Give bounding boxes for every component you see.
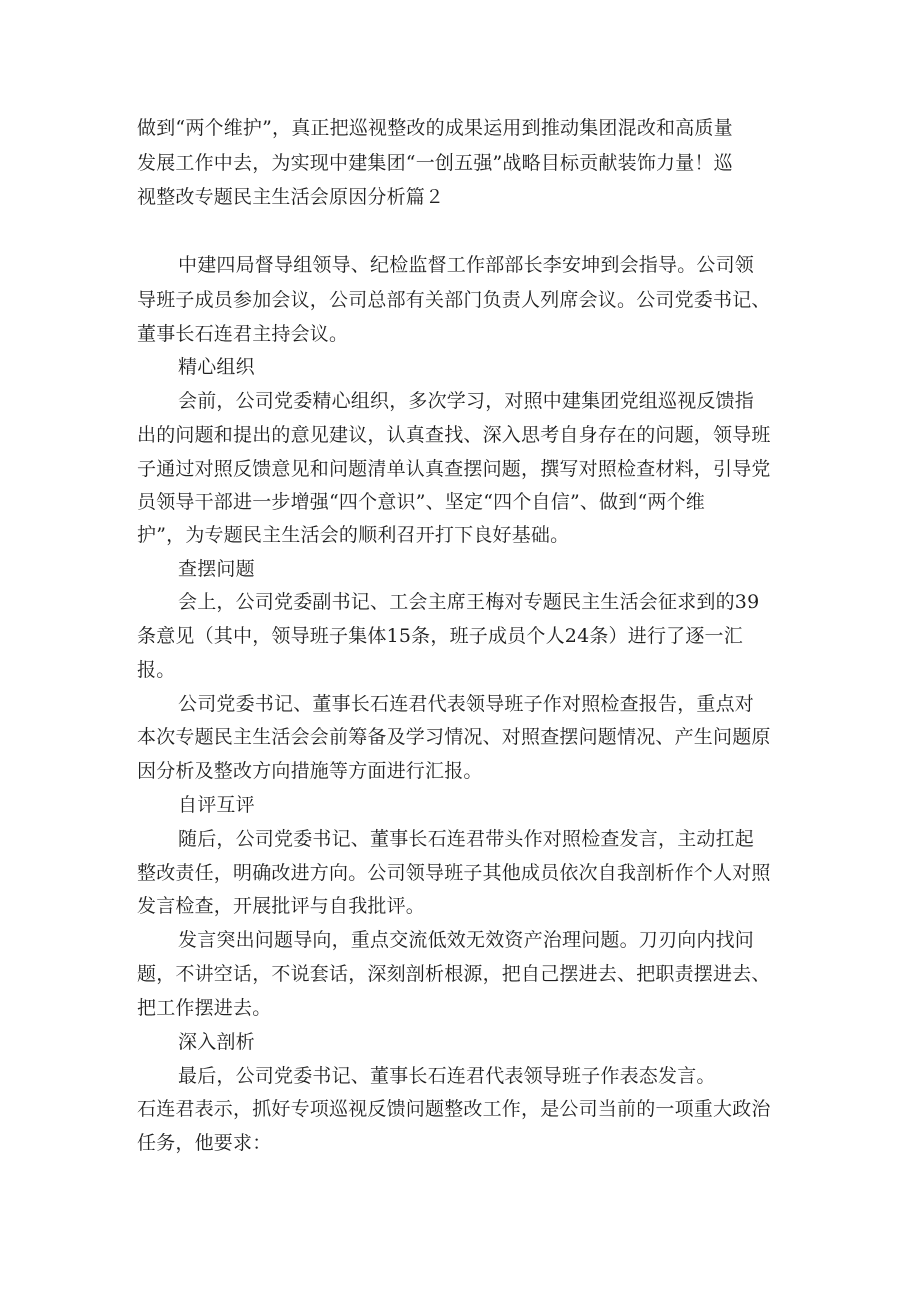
paragraph-line: 子通过对照反馈意见和问题清单认真查摆问题，撰写对照检查材料，引导党 xyxy=(137,458,771,480)
paragraph-line: 因分析及整改方向措施等方面进行汇报。 xyxy=(137,760,483,782)
paragraph-line: 任务，他要求： xyxy=(137,1132,272,1154)
paragraph-line: 导班子成员参加会议，公司总部有关部门负责人列席会议。公司党委书记、 xyxy=(137,289,771,311)
intro-line: 做到“两个维护”，真正把巡视整改的成果运用到推动集团混改和高质量 xyxy=(137,117,733,139)
section-heading-4: 深入剖析 xyxy=(178,1031,255,1053)
paragraph-line: 把工作摆进去。 xyxy=(137,997,272,1019)
paragraph-line: 出的问题和提出的意见建议，认真查找、深入思考自身存在的问题，领导班 xyxy=(137,424,771,446)
section-heading-3: 自评互评 xyxy=(178,794,255,816)
paragraph-line: 中建四局督导组领导、纪检监督工作部部长李安坤到会指导。公司领 xyxy=(178,254,755,276)
section-heading-2: 查摆问题 xyxy=(178,558,255,580)
paragraph-line: 护”，为专题民主生活会的顺利召开打下良好基础。 xyxy=(137,524,570,546)
intro-line: 发展工作中去，为实现中建集团“一创五强”战略目标贡献装饰力量！巡 xyxy=(137,152,733,174)
paragraph-line: 发言检查，开展批评与自我批评。 xyxy=(137,895,426,917)
paragraph-line: 董事长石连君主持会议。 xyxy=(137,323,349,345)
paragraph-line: 发言突出问题导向，重点交流低效无效资产治理问题。刀刃向内找问 xyxy=(178,929,755,951)
paragraph-line: 报。 xyxy=(137,659,176,681)
paragraph-line: 本次专题民主生活会会前筹备及学习情况、对照查摆问题情况、产生问题原 xyxy=(137,726,771,748)
paragraph-line: 随后，公司党委书记、董事长石连君带头作对照检查发言，主动扛起 xyxy=(178,828,755,850)
paragraph-line: 题，不讲空话，不说套话，深刻剖析根源，把自己摆进去、把职责摆进去、 xyxy=(137,963,771,985)
paragraph-line: 最后，公司党委书记、董事长石连君代表领导班子作表态发言。 xyxy=(178,1065,716,1087)
paragraph-line: 条意见（其中，领导班子集体15条，班子成员个人24条）进行了逐一汇 xyxy=(137,625,743,647)
paragraph-line: 员领导干部进一步增强“四个意识”、坚定“四个自信”、做到“两个维 xyxy=(137,491,705,513)
paragraph-line: 石连君表示，抓好专项巡视反馈问题整改工作，是公司当前的一项重大政治 xyxy=(137,1098,771,1120)
section-heading-1: 精心组织 xyxy=(178,356,255,378)
intro-line: 视整改专题民主生活会原因分析篇２ xyxy=(137,186,445,208)
paragraph-line: 会上，公司党委副书记、工会主席王梅对专题民主生活会征求到的39 xyxy=(178,591,760,613)
paragraph-line: 会前，公司党委精心组织，多次学习，对照中建集团党组巡视反馈指 xyxy=(178,390,755,412)
paragraph-line: 整改责任，明确改进方向。公司领导班子其他成员依次自我剖析作个人对照 xyxy=(137,862,771,884)
paragraph-line: 公司党委书记、董事长石连君代表领导班子作对照检查报告，重点对 xyxy=(178,693,755,715)
